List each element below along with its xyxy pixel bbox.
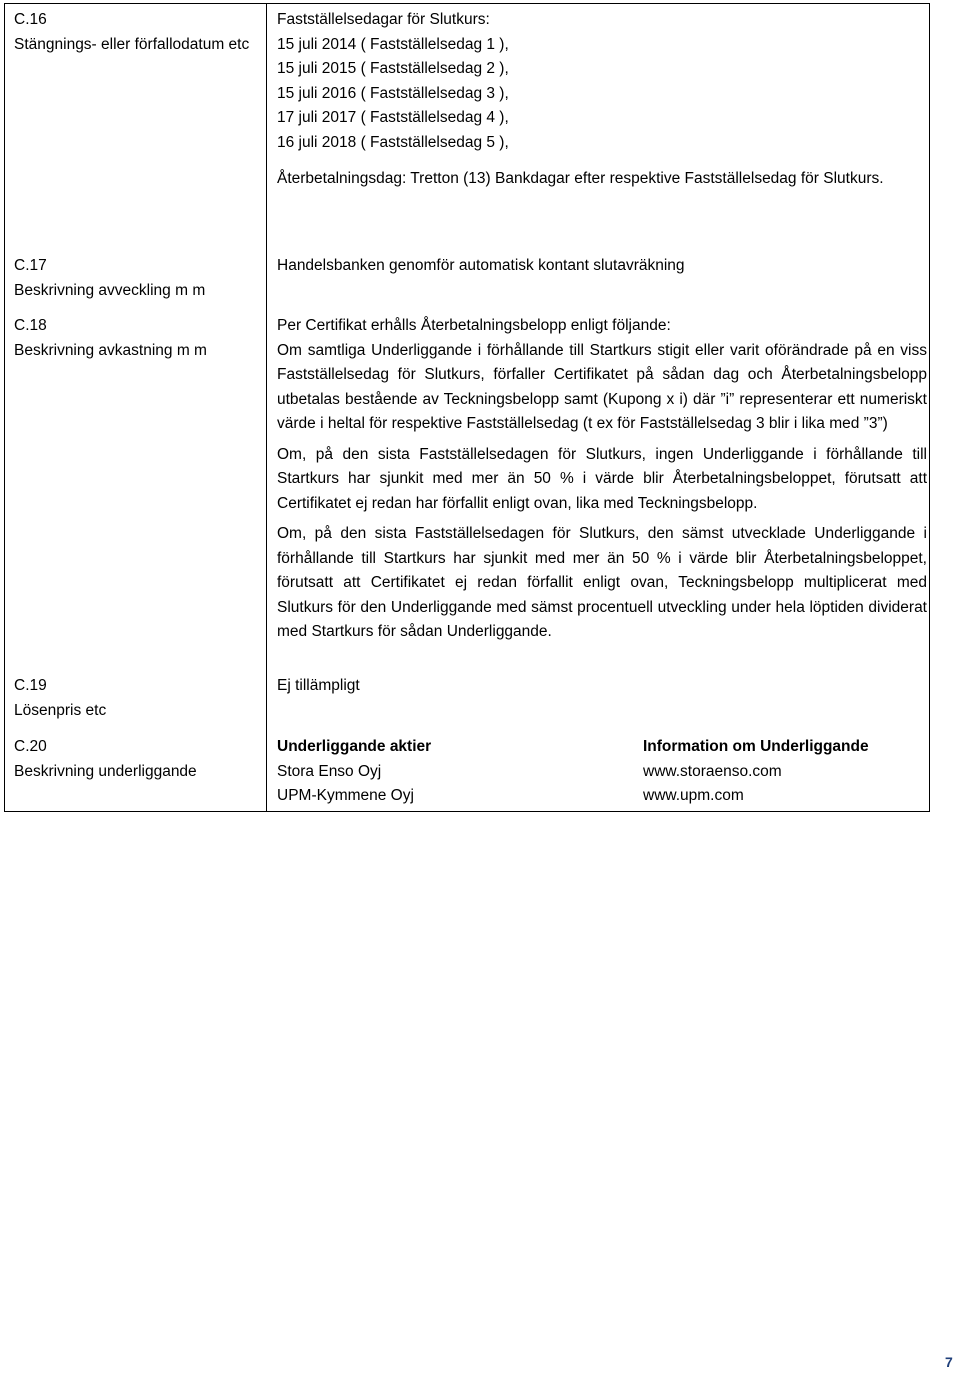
c16-content (277, 8, 927, 192)
c20-title: Beskrivning underliggande (14, 762, 197, 780)
c16-label (14, 8, 259, 57)
c19-label (14, 674, 259, 723)
c18-content (277, 314, 927, 645)
c16-line: 17 juli 2017 ( Fastställelsedag 4 ), (277, 109, 509, 126)
c18-paragraph: Om, på den sista Fastställelsedagen för Slutkurs, den sämst utvecklade Underliggande i förhållande till Startkurs har sjunkit med mer än 50 % i värde blir Återbetalningsbeloppet, förutsatt att Certifikatet ej redan förfallit enligt ovan, Teckningsbelopp multiplicerat med Slutkurs för den Underliggande med sämst procentuell utveckling under hela löptiden dividerat med Startkurs för sådan Underliggande. (277, 525, 927, 640)
c16-line: 15 juli 2014 ( Fastställelsedag 1 ), (277, 35, 509, 53)
c18-paragraph: Om samtliga Underliggande i förhållande till Startkurs stigit eller varit oförändrade på en viss Fastställelsedag för Slutkurs, förfaller Certifikatet på sådan dag och Återbetalningsbelopp utbetalas bestående av Teckningsbelopp samt (Kupong x i) där ”i” representerar ett numeriskt värde i heltal för respektive Fastställelsedag (t ex för Fastställelsedag 3 blir i lika med ”3”) (277, 341, 927, 432)
c20-underlying-name: UPM-Kymmene Oyj (277, 787, 414, 804)
c17-title: Beskrivning avveckling m m (14, 281, 206, 299)
c18-intro: Per Certifikat erhålls Återbetalningsbelopp enligt följande: (277, 317, 671, 334)
page-number: 7 (945, 1354, 953, 1370)
c18-title: Beskrivning avkastning m m (14, 341, 207, 359)
c16-line: 16 juli 2018 ( Fastställelsedag 5 ), (277, 133, 509, 151)
c16-line: Fastställelsedagar för Slutkurs: (277, 11, 490, 28)
c19-code: C.19 (14, 677, 47, 694)
c20-code: C.20 (14, 738, 47, 755)
c19-text: Ej tillämpligt (277, 677, 360, 694)
c20-underlying-list (277, 735, 617, 809)
c20-underlying-name: Stora Enso Oyj (277, 762, 382, 780)
c16-repayment: Återbetalningsdag: Tretton (13) Bankdagar efter respektive Fastställelsedag för Slutkurs. (277, 170, 884, 187)
c17-code: C.17 (14, 257, 47, 274)
c16-line: 15 juli 2016 ( Fastställelsedag 3 ), (277, 84, 509, 102)
c18-code: C.18 (14, 317, 47, 334)
c20-label (14, 735, 259, 784)
c19-title: Lösenpris etc (14, 701, 107, 719)
c18-paragraph: Om, på den sista Fastställelsedagen för Slutkurs, ingen Underliggande i förhållande till Startkurs har sjunkit med mer än 50 % i värde blir Återbetalningsbeloppet, förutsatt att Certifikatet ej redan har förfallit enligt ovan, lika med Teckningsbelopp. (277, 445, 927, 512)
c16-code: C.16 (14, 11, 47, 28)
c16-title: Stängnings- eller förfallodatum etc (14, 35, 250, 53)
c17-label (14, 254, 259, 303)
c20-url: www.upm.com (643, 787, 744, 804)
c20-url: www.storaenso.com (643, 762, 782, 780)
column-divider (266, 4, 267, 811)
c18-label (14, 314, 259, 363)
c20-col2-header: Information om Underliggande (643, 738, 869, 755)
c17-text: Handelsbanken genomför automatisk kontant slutavräkning (277, 257, 685, 274)
c20-col1-header: Underliggande aktier (277, 738, 432, 755)
c19-content (277, 674, 927, 699)
c16-line: 15 juli 2015 ( Fastställelsedag 2 ), (277, 60, 509, 77)
summary-table (4, 3, 930, 812)
c17-content (277, 254, 927, 279)
c20-info-list (643, 735, 923, 809)
